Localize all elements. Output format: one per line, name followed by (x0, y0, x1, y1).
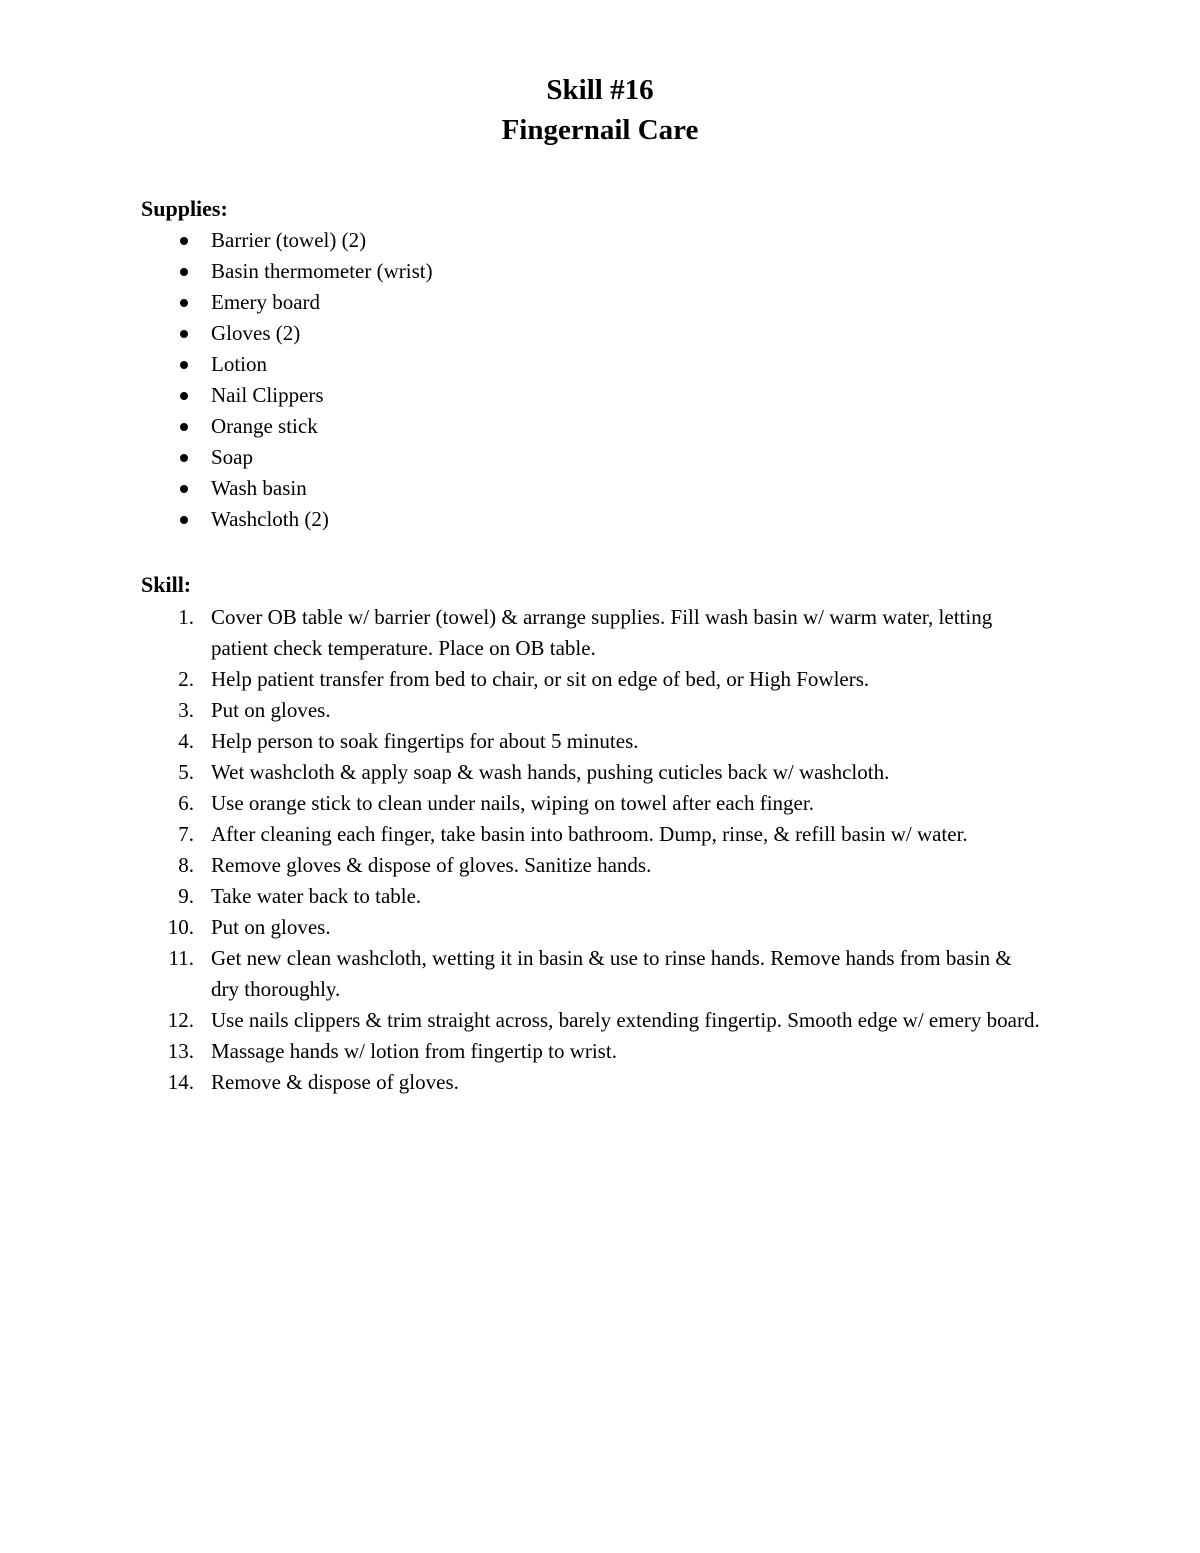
step-number: 4. (178, 729, 194, 753)
supply-item-label: Barrier (towel) (2) (211, 228, 367, 252)
supply-item (141, 411, 433, 442)
supply-item-label: Wash basin (211, 476, 307, 500)
skill-step (141, 881, 1041, 912)
step-text: Put on gloves. (211, 915, 331, 939)
step-text: Wet washcloth & apply soap & wash hands, pushing cuticles back w/ washcloth. (211, 760, 890, 784)
supply-item (141, 473, 433, 504)
step-number: 8. (178, 853, 194, 877)
skill-steps-list (141, 602, 1041, 1098)
bullet-icon (180, 423, 188, 431)
supply-item-label: Basin thermometer (wrist) (211, 259, 433, 283)
bullet-icon (180, 299, 188, 307)
supplies-list (141, 225, 433, 535)
step-number: 11. (168, 946, 194, 970)
step-number: 14. (167, 1070, 194, 1094)
skill-step (141, 912, 1041, 943)
supply-item-label: Lotion (211, 352, 267, 376)
skill-step (141, 943, 1041, 1005)
step-number: 10. (167, 915, 194, 939)
document-title (0, 70, 1200, 150)
skill-step (141, 1067, 1041, 1098)
bullet-icon (180, 392, 188, 400)
step-text: Get new clean washcloth, wetting it in basin & use to rinse hands. Remove hands from basin & dry thoroughly. (211, 946, 1012, 1001)
supply-item (141, 349, 433, 380)
skill-step (141, 695, 1041, 726)
step-text: Put on gloves. (211, 698, 331, 722)
title-skill-name: Fingernail Care (501, 114, 699, 146)
bullet-icon (180, 516, 188, 524)
step-number: 1. (178, 605, 194, 629)
skill-step (141, 1036, 1041, 1067)
bullet-icon (180, 330, 188, 338)
step-text: Cover OB table w/ barrier (towel) & arrange supplies. Fill wash basin w/ warm water, letting patient check temperature. Place on OB table. (211, 605, 993, 660)
skill-step (141, 850, 1041, 881)
skill-step (141, 757, 1041, 788)
supply-item (141, 256, 433, 287)
step-text: Help person to soak fingertips for about 5 minutes. (211, 729, 639, 753)
skill-step (141, 726, 1041, 757)
bullet-icon (180, 361, 188, 369)
supply-item (141, 287, 433, 318)
step-number: 6. (178, 791, 194, 815)
supply-item-label: Soap (211, 445, 253, 469)
supply-item-label: Nail Clippers (211, 383, 324, 407)
supply-item (141, 442, 433, 473)
bullet-icon (180, 268, 188, 276)
skill-step (141, 664, 1041, 695)
title-skill-number: Skill #16 (546, 74, 654, 106)
step-number: 5. (178, 760, 194, 784)
supply-item-label: Orange stick (211, 414, 318, 438)
supply-item (141, 318, 433, 349)
skill-heading: Skill: (141, 572, 192, 597)
skill-step (141, 819, 1041, 850)
step-number: 7. (178, 822, 194, 846)
step-text: Use nails clippers & trim straight across, barely extending fingertip. Smooth edge w/ emery board. (211, 1008, 1040, 1032)
supply-item-label: Washcloth (2) (211, 507, 329, 531)
supply-item-label: Gloves (2) (211, 321, 301, 345)
step-text: Massage hands w/ lotion from fingertip to wrist. (211, 1039, 617, 1063)
supply-item (141, 225, 433, 256)
step-text: Remove & dispose of gloves. (211, 1070, 459, 1094)
supply-item (141, 380, 433, 411)
bullet-icon (180, 454, 188, 462)
step-number: 13. (167, 1039, 194, 1063)
step-number: 2. (178, 667, 194, 691)
step-text: Take water back to table. (211, 884, 422, 908)
step-text: After cleaning each finger, take basin into bathroom. Dump, rinse, & refill basin w/ water. (211, 822, 968, 846)
skill-step (141, 602, 1041, 664)
bullet-icon (180, 485, 188, 493)
skill-step (141, 1005, 1041, 1036)
step-text: Use orange stick to clean under nails, wiping on towel after each finger. (211, 791, 814, 815)
supply-item (141, 504, 433, 535)
supplies-heading: Supplies: (141, 196, 228, 221)
step-text: Help patient transfer from bed to chair, or sit on edge of bed, or High Fowlers. (211, 667, 870, 691)
step-text: Remove gloves & dispose of gloves. Sanitize hands. (211, 853, 652, 877)
supply-item-label: Emery board (211, 290, 321, 314)
step-number: 3. (178, 698, 194, 722)
step-number: 12. (167, 1008, 194, 1032)
skill-step (141, 788, 1041, 819)
step-number: 9. (178, 884, 194, 908)
bullet-icon (180, 237, 188, 245)
